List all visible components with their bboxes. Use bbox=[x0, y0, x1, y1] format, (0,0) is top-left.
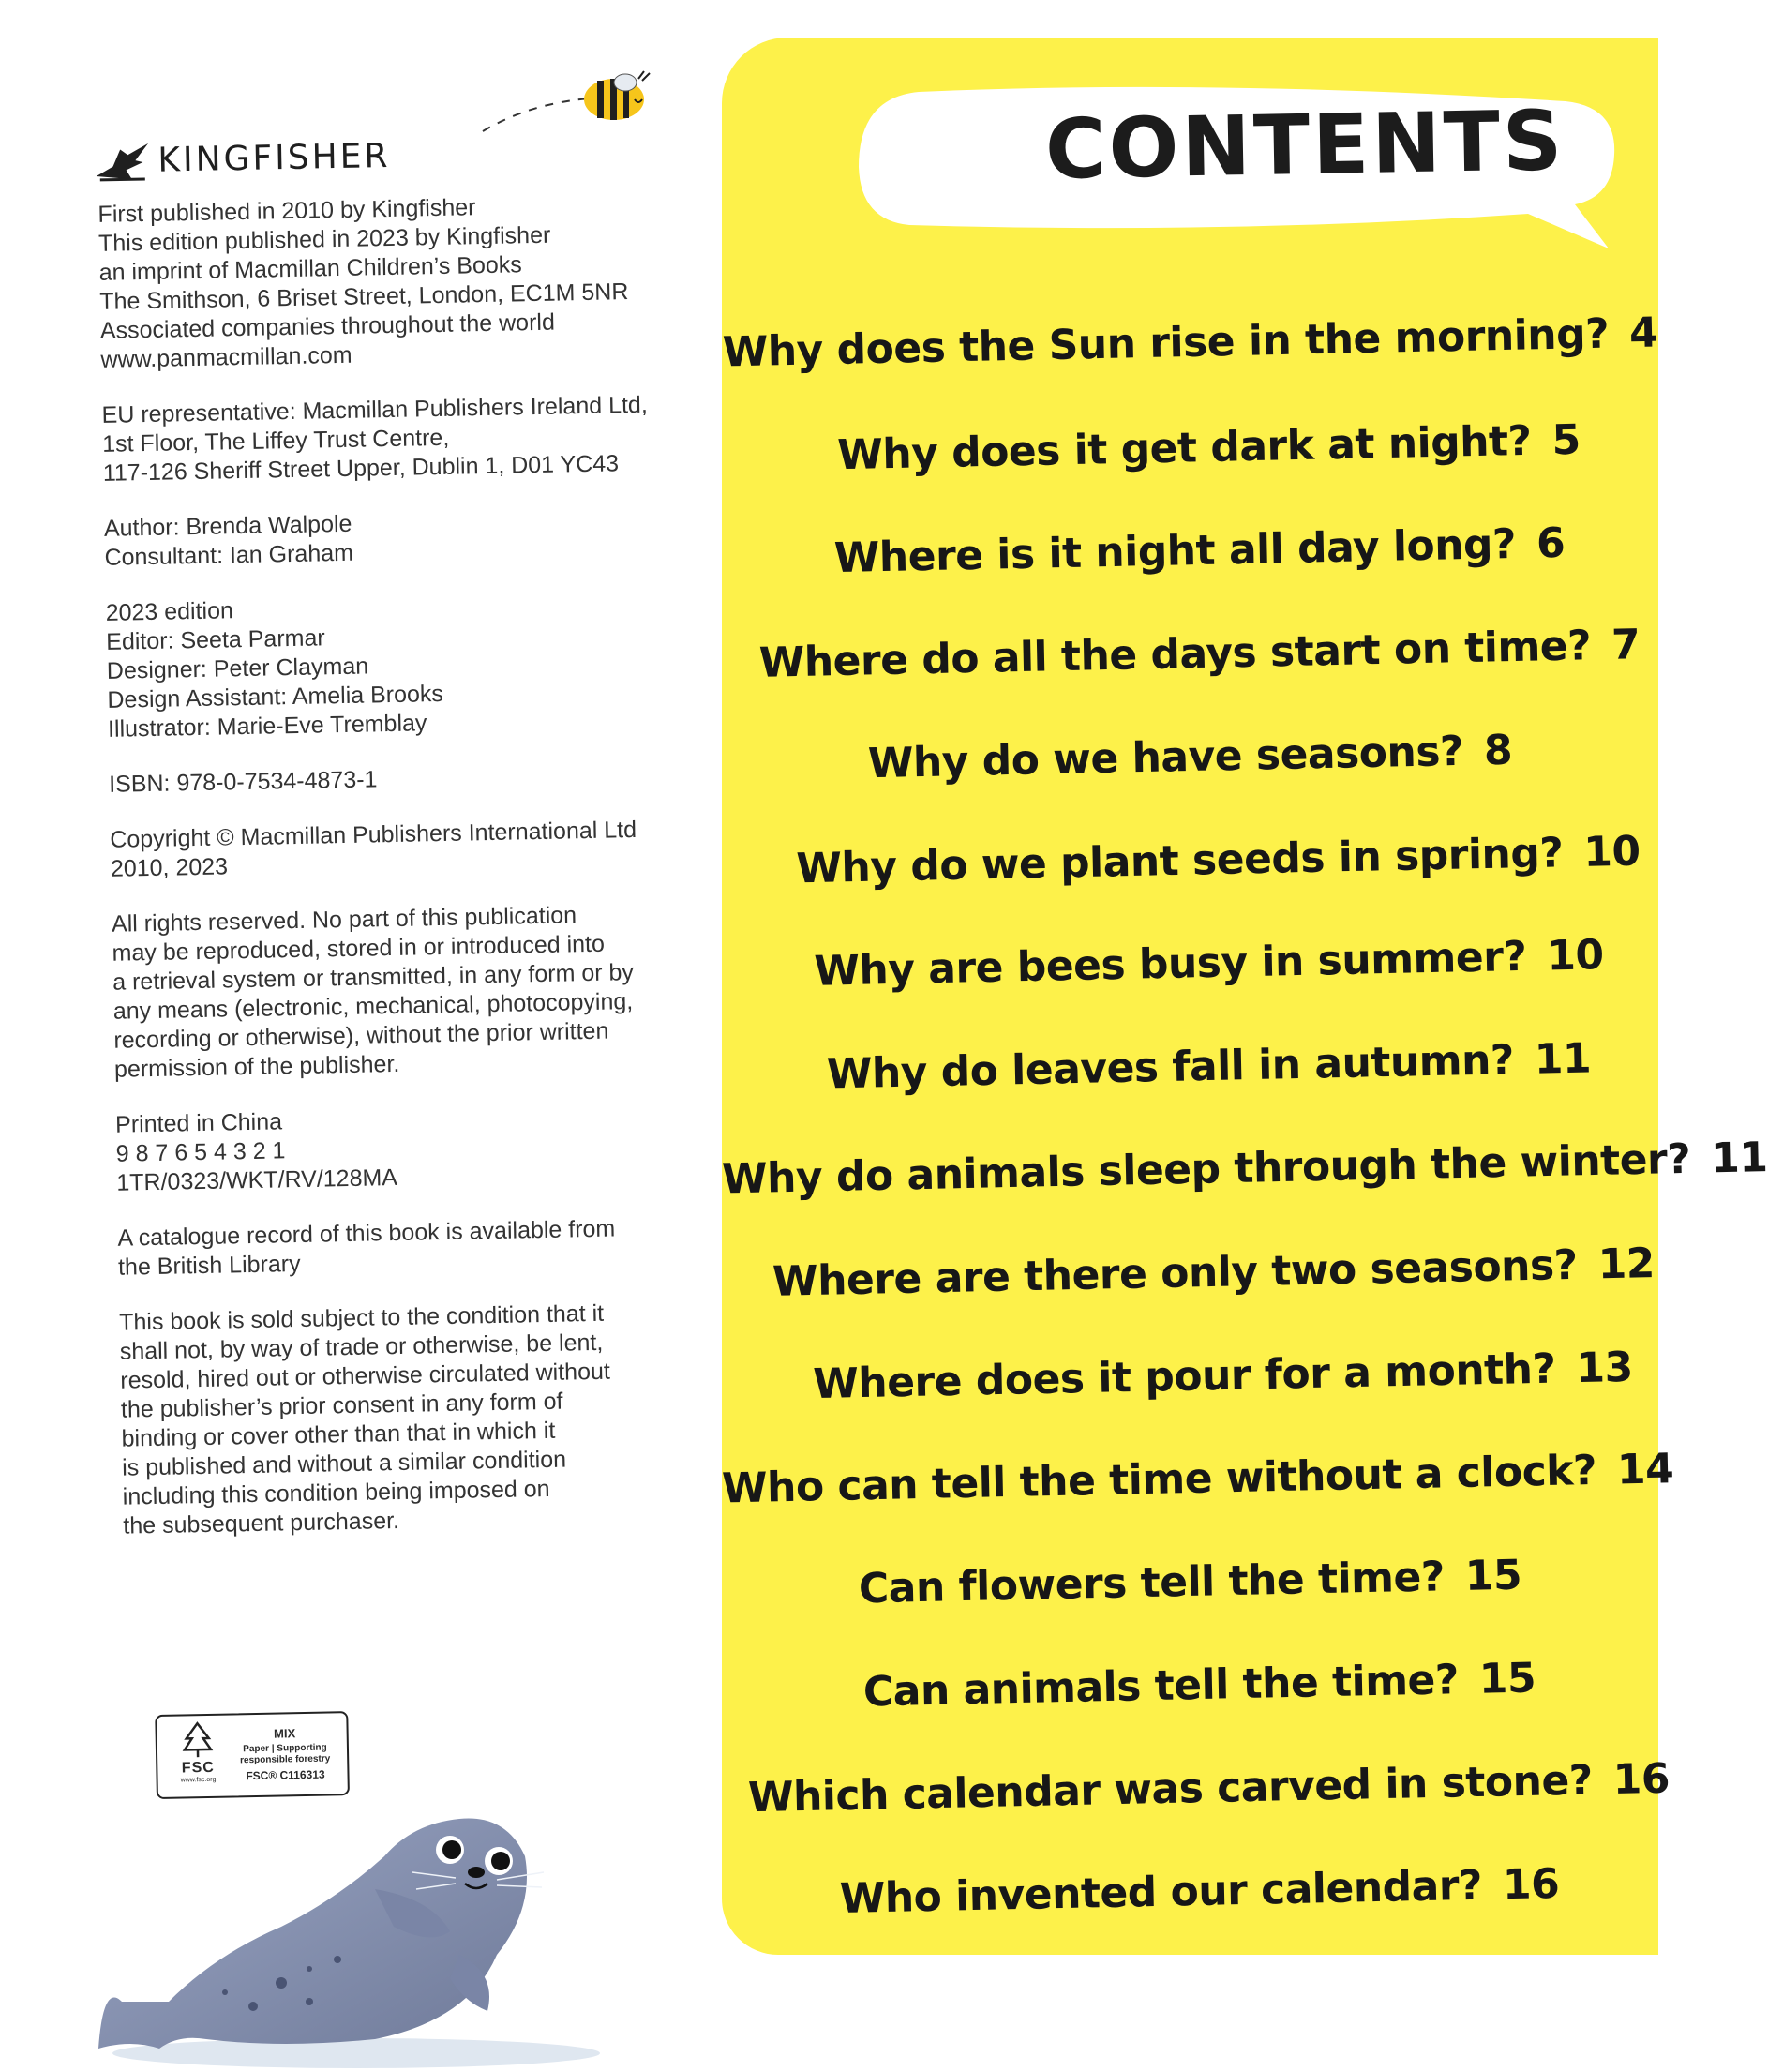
toc-entry bbox=[741, 1755, 1678, 1823]
imprint-text bbox=[97, 189, 724, 1568]
toc-question: Why does it get dark at night? bbox=[836, 416, 1533, 480]
toc-question: Can animals tell the time? bbox=[862, 1656, 1460, 1717]
contents-title: CONTENTS bbox=[1044, 92, 1566, 198]
fsc-line1: Paper | Supporting bbox=[243, 1742, 327, 1755]
toc-page-number: 12 bbox=[1597, 1239, 1656, 1289]
fsc-logo-text: FSC bbox=[181, 1759, 216, 1777]
toc-page-number: 14 bbox=[1616, 1445, 1674, 1494]
toc-question: Why are bees busy in summer? bbox=[813, 932, 1527, 996]
toc-question: Which calendar was carved in stone? bbox=[747, 1756, 1594, 1823]
toc-entry bbox=[721, 1134, 1768, 1204]
toc-page-number: 7 bbox=[1611, 621, 1641, 669]
imprint-paragraph bbox=[105, 588, 708, 744]
imprint-line: Consultant: Ian Graham bbox=[104, 539, 354, 571]
toc-entry bbox=[741, 414, 1678, 482]
imprint-line: Printed in China bbox=[114, 1108, 283, 1138]
toc-question: Who can tell the time without a clock? bbox=[721, 1446, 1597, 1513]
imprint-line: binding or cover other than that in which it bbox=[121, 1417, 556, 1452]
imprint-line: Editor: Seeta Parmar bbox=[106, 624, 325, 655]
imprint-line: This book is sold subject to the condition that it bbox=[118, 1299, 605, 1336]
imprint-line: EU representative: Macmillan Publishers Ireland Ltd, bbox=[101, 391, 649, 428]
imprint-paragraph bbox=[110, 815, 711, 884]
toc-page-number: 6 bbox=[1536, 518, 1566, 568]
toc-page-number: 15 bbox=[1478, 1654, 1536, 1704]
toc-entry bbox=[731, 621, 1669, 688]
toc-entry bbox=[722, 1549, 1659, 1616]
toc-page-number: 11 bbox=[1534, 1034, 1592, 1084]
toc-page-number: 11 bbox=[1710, 1134, 1768, 1183]
toc-question: Can flowers tell the time? bbox=[858, 1553, 1446, 1614]
toc-page-number: 5 bbox=[1551, 415, 1581, 465]
imprint-line: This edition published in 2023 by Kingfisher bbox=[97, 221, 551, 257]
toc-entry bbox=[731, 518, 1669, 585]
imprint-line: an imprint of Macmillan Children’s Books bbox=[98, 251, 523, 286]
imprint-column bbox=[0, 0, 749, 2072]
imprint-line: Associated companies throughout the world bbox=[99, 308, 556, 344]
imprint-line: 2010, 2023 bbox=[110, 853, 229, 882]
toc-page-number: 10 bbox=[1582, 827, 1641, 877]
imprint-line: 2023 edition bbox=[105, 597, 234, 626]
imprint-line: All rights reserved. No part of this publication bbox=[111, 902, 577, 938]
imprint-paragraph bbox=[115, 1099, 717, 1197]
toc-entry bbox=[721, 1445, 1674, 1513]
toc-page-number: 13 bbox=[1575, 1343, 1634, 1393]
imprint-line: 1st Floor, The Liffey Trust Centre, bbox=[101, 424, 450, 458]
toc-page-number: 15 bbox=[1464, 1551, 1522, 1600]
kingfisher-logo-icon bbox=[94, 138, 151, 184]
fsc-code: FSC® C116313 bbox=[246, 1767, 325, 1783]
imprint-line: Design Assistant: Amelia Brooks bbox=[107, 680, 444, 713]
imprint-line: 1TR/0323/WKT/RV/128MA bbox=[116, 1164, 398, 1196]
toc-page-number: 8 bbox=[1483, 726, 1513, 775]
imprint-line: the publisher’s prior consent in any form of bbox=[120, 1388, 563, 1423]
imprint-paragraph bbox=[104, 503, 705, 573]
toc-question: Where does it pour for a month? bbox=[812, 1344, 1556, 1409]
toc-page-number: 16 bbox=[1612, 1754, 1671, 1804]
toc-question: Where are there only two seasons? bbox=[772, 1240, 1579, 1306]
fsc-url: www.fsc.org bbox=[180, 1776, 217, 1784]
imprint-paragraph bbox=[109, 759, 709, 800]
fsc-mix: MIX bbox=[273, 1726, 296, 1741]
imprint-line: ISBN: 978-0-7534-4873-1 bbox=[108, 766, 378, 798]
toc-question: Why do we plant seeds in spring? bbox=[795, 829, 1564, 893]
toc-entry bbox=[741, 930, 1678, 998]
imprint-paragraph bbox=[119, 1297, 724, 1540]
toc-entry bbox=[722, 724, 1659, 791]
imprint-line: may be reproduced, stored in or introduced into bbox=[112, 930, 606, 967]
imprint-line: shall not, by way of trade or otherwise, be lent, bbox=[119, 1329, 604, 1365]
imprint-paragraph bbox=[101, 390, 703, 488]
imprint-line: a retrieval system or transmitted, in any form or by bbox=[112, 959, 635, 996]
toc-page-number: 4 bbox=[1628, 308, 1658, 358]
imprint-line: Author: Brenda Walpole bbox=[103, 510, 352, 542]
toc-entry bbox=[755, 1343, 1692, 1410]
imprint-line: permission of the publisher. bbox=[113, 1050, 400, 1083]
toc-question: Why do leaves fall in autumn? bbox=[826, 1036, 1515, 1099]
brand-name: KINGFISHER bbox=[157, 136, 391, 180]
toc-entry bbox=[750, 827, 1687, 894]
toc-entry bbox=[731, 1858, 1669, 1926]
toc-entry bbox=[731, 1652, 1669, 1719]
toc-entry bbox=[745, 1239, 1683, 1307]
imprint-paragraph bbox=[117, 1212, 718, 1282]
toc-page-number: 16 bbox=[1502, 1859, 1560, 1910]
imprint-line: any means (electronic, mechanical, photocopying, bbox=[112, 988, 634, 1025]
imprint-line: the subsequent purchaser. bbox=[123, 1508, 400, 1539]
imprint-line: including this condition being imposed on bbox=[122, 1475, 550, 1510]
imprint-line: is published and without a similar condition bbox=[121, 1446, 567, 1481]
imprint-line: First published in 2010 by Kingfisher bbox=[97, 194, 476, 228]
toc-page-number: 10 bbox=[1546, 931, 1605, 981]
table-of-contents bbox=[721, 0, 1768, 1969]
imprint-line: resold, hired out or otherwise circulated without bbox=[120, 1358, 611, 1394]
imprint-line: www.panmacmillan.com bbox=[100, 341, 352, 373]
imprint-paragraph bbox=[112, 899, 714, 1085]
toc-question: Where is it night all day long? bbox=[833, 519, 1517, 583]
seal-illustration-icon bbox=[94, 1767, 619, 2067]
imprint-line: 117-126 Sheriff Street Upper, Dublin 1, D01 YC43 bbox=[102, 450, 620, 487]
toc-entry bbox=[722, 309, 1659, 377]
toc-question: Why do we have seasons? bbox=[867, 727, 1464, 788]
toc-question: Why do animals sleep through the winter? bbox=[721, 1134, 1691, 1204]
imprint-paragraph bbox=[97, 189, 700, 375]
toc-entry bbox=[741, 1033, 1678, 1101]
imprint-line: A catalogue record of this book is available from bbox=[117, 1215, 616, 1252]
imprint-line: Illustrator: Marie-Eve Tremblay bbox=[107, 710, 427, 743]
imprint-line: recording or otherwise), without the prior written bbox=[113, 1017, 609, 1054]
imprint-line: Designer: Peter Clayman bbox=[106, 653, 369, 684]
imprint-line: the British Library bbox=[117, 1250, 301, 1281]
imprint-line: 9 8 7 6 5 4 3 2 1 bbox=[115, 1137, 286, 1167]
toc-question: Who invented our calendar? bbox=[839, 1861, 1483, 1924]
toc-question: Why does the Sun rise in the morning? bbox=[722, 309, 1610, 377]
toc-question: Where do all the days start on time? bbox=[758, 622, 1592, 687]
fsc-line2: responsible forestry bbox=[240, 1753, 331, 1766]
bee-illustration-icon bbox=[473, 66, 661, 141]
imprint-line: The Smithson, 6 Briset Street, London, EC1M 5NR bbox=[99, 278, 629, 315]
publisher-brand bbox=[94, 133, 391, 184]
imprint-line: Copyright © Macmillan Publishers International Ltd bbox=[110, 817, 637, 853]
